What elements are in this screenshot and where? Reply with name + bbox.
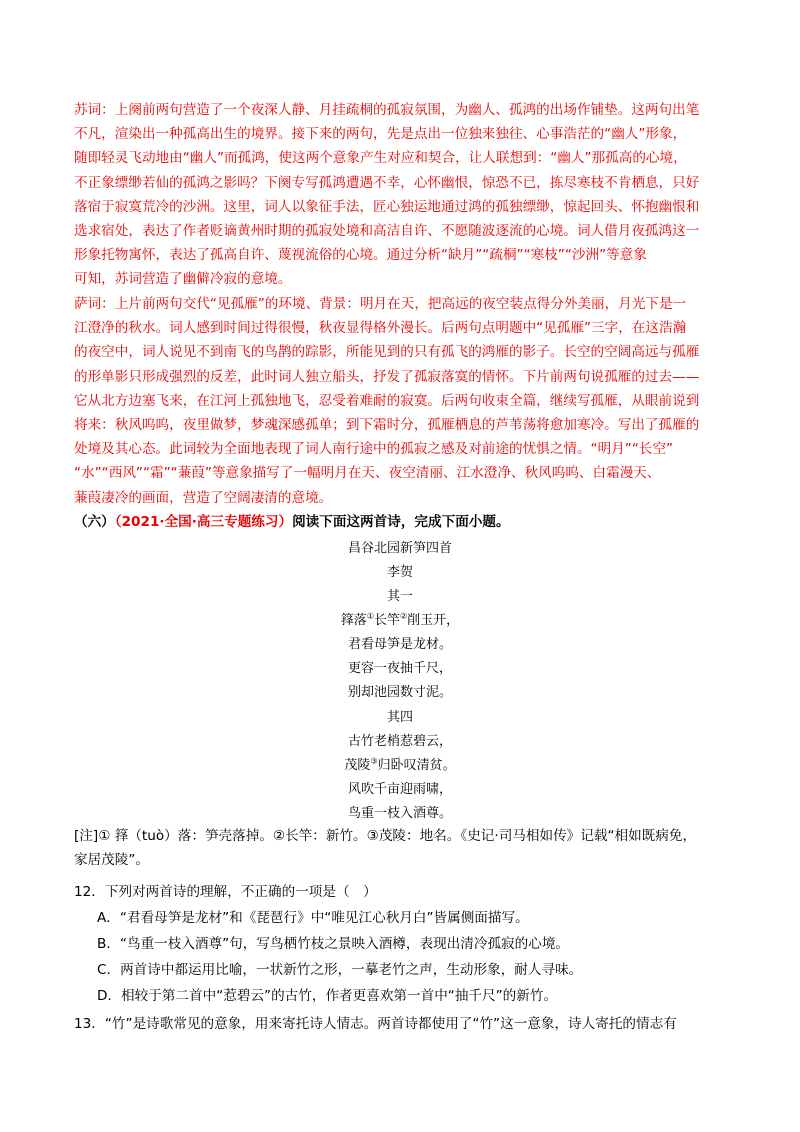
poem-part1-label: 其一 <box>386 589 413 604</box>
poem-line: 古竹老梢惹碧云， <box>347 734 452 749</box>
footnote-marker: ② <box>400 611 408 621</box>
text-line: 的夜空中，词人说见不到南飞的鸟鹊的踪影，所能见到的只有孤飞的鸿雁的影子。长空的空阔高远与孤雁 <box>74 344 700 361</box>
poem-part2-label: 其四 <box>386 710 413 725</box>
section-label: （六） <box>74 514 115 530</box>
question-12-option-d[interactable]: D．相较于第二首中“惹碧云”的古竹，作者更喜欢第一首中“抽千尺”的新竹。 <box>97 988 558 1004</box>
poem-author: 李贺 <box>386 565 413 580</box>
poem-line: 鸟重一枝入酒尊。 <box>347 806 452 821</box>
text-line: 萨词：上片前两句交代“见孤雁”的环境、背景：明月在天，把高远的夜空装点得分外美丽，月光下是一 <box>74 296 687 312</box>
poem-line: 更容一夜抽千尺， <box>347 661 452 676</box>
poem-text: 箨落 <box>340 613 367 628</box>
text-line: 苏词：上阕前两句营造了一个夜深人静、月挂疏桐的孤寂氛围，为幽人、孤鸿的出场作铺垫。这两句出笔 <box>74 102 700 118</box>
poem-line: 君看母笋是龙材。 <box>347 637 452 652</box>
poem-text: 归卧叹清贫。 <box>377 758 456 773</box>
text-line: 可知，苏词营造了幽僻冷寂的意境。 <box>74 271 292 288</box>
section-source: （2021·全国·高三专题练习） <box>114 514 293 530</box>
su-answer-paragraph <box>74 98 730 292</box>
text-line: 不正象缥缈若仙的孤鸿之影吗？下阕专写孤鸿遭遇不幸，心怀幽恨，惊恐不已，拣尽寒枝不肯栖息，只好 <box>74 174 700 191</box>
poem-text: 茂陵 <box>344 758 371 773</box>
poem-text: 长竿 <box>373 613 400 628</box>
question-12-option-c[interactable]: C．两首诗中都运用比喻，一状新竹之形，一摹老竹之声，生动形象，耐人寻味。 <box>97 962 583 978</box>
text-line: 江澄净的秋水。词人感到时间过得很慢，秋夜显得格外漫长。后两句点明题中“见孤雁”三字，在这浩瀚 <box>74 320 687 337</box>
poem-line: 风吹千亩迎雨啸， <box>347 782 452 797</box>
text-line: 形象托物寓怀，表达了孤高自许、蔑视流俗的心境。通过分析“缺月”“疏桐”“寒枝”“沙洲”等意象 <box>74 247 647 264</box>
text-line: 它从北方边塞飞来，在江河上孤独地飞，忍受着难耐的寂寞。后两句收束全篇，继续写孤雁，从眼前说到 <box>74 392 700 409</box>
text-line: “水”“西风”“霜”“蒹葭”等意象描写了一幅明月在天、夜空清丽、江水澄净、秋风呜呜、白霜漫天、 <box>74 465 661 482</box>
text-line: 将来：秋风呜呜，夜里做梦，梦魂深感孤单；到下霜时分，孤雁栖息的芦苇荡将愈加寒冷。写出了孤雁的 <box>74 417 700 434</box>
text-line: 的形单影只形成强烈的反差，此时词人独立船头，抒发了孤寂落寞的情怀。下片前两句说孤雁的过去—— <box>74 368 700 385</box>
question-12-option-b[interactable]: B．“鸟重一枝入酒尊”句，写鸟栖竹枝之景映入酒樽，表现出清冷孤寂的心境。 <box>97 936 570 952</box>
question-12-option-a[interactable]: A．“君看母笋是龙材”和《琵琶行》中“唯见江心秋月白”皆属侧面描写。 <box>97 910 529 926</box>
text-line: 随即轻灵飞动地由“幽人”而孤鸿，使这两个意象产生对应和契合，让人联想到：“幽人”那孤高的心境， <box>74 150 687 167</box>
text-line: 落宿于寂寞荒冷的沙洲。这里，词人以象征手法，匠心独运地通过鸿的孤独缥缈，惊起回头、怀抱幽恨和 <box>74 198 700 215</box>
footnote-marker: ③ <box>370 756 378 766</box>
text-line: 选求宿处，表达了作者贬谪黄州时期的孤寂处境和高洁自许、不愿随波逐流的心境。词人借月夜孤鸿这一 <box>74 223 700 240</box>
poem-line <box>0 754 800 773</box>
poem-line <box>0 609 800 628</box>
section-heading <box>74 510 510 530</box>
question-13-stem: 13．“竹”是诗歌常见的意象，用来寄托诗人情志。两首诗都使用了“竹”这一意象，诗人寄托的情志有 <box>74 1016 677 1032</box>
sa-answer-paragraph <box>74 292 730 510</box>
section-instruction: 阅读下面这两首诗，完成下面小题。 <box>292 514 510 530</box>
footnote-block <box>74 824 734 872</box>
text-line: 不凡，渲染出一种孤高出生的境界。接下来的两句，先是点出一位独来独往、心事浩茫的“幽人”形象， <box>74 126 687 143</box>
text-line: 处境及其心态。此词较为全面地表现了词人南行途中的孤寂之感及对前途的忧惧之情。“明月”“长空” <box>74 441 674 458</box>
footnote-marker: ① <box>366 611 374 621</box>
poem-line: 别却池园数寸泥。 <box>347 685 452 700</box>
question-12-stem: 12．下列对两首诗的理解，不正确的一项是（ ） <box>74 884 377 900</box>
footnote-line: [注]① 箨（tuò）落：笋壳落掉。②长竿：新竹。③茂陵：地名。《史记·司马相如传》记载“相如既病免， <box>74 828 697 844</box>
text-line: 蒹葭凄冷的画面，营造了空阔凄清的意境。 <box>74 489 333 506</box>
poem-title: 昌谷北园新笋四首 <box>347 541 452 556</box>
poem-text: 削玉开， <box>407 613 460 628</box>
footnote-line: 家居茂陵”。 <box>74 852 150 869</box>
